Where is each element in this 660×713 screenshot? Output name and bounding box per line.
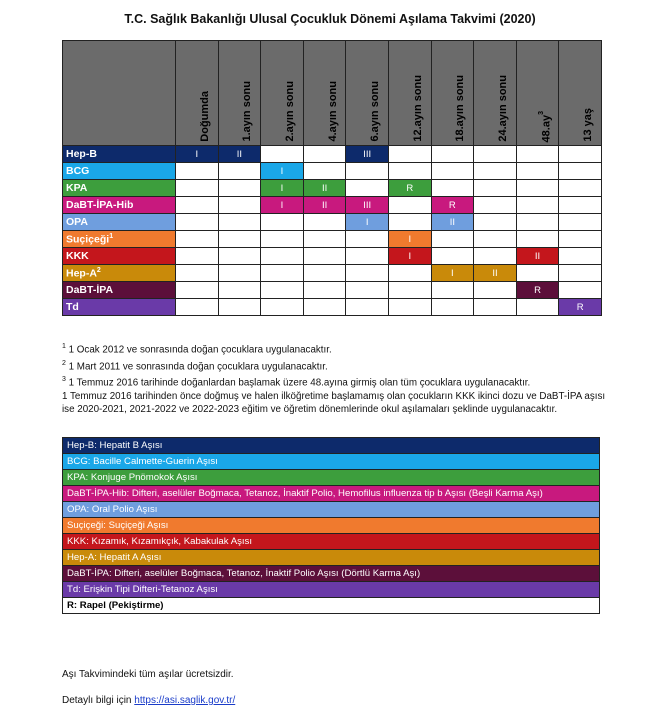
empty-cell: [474, 180, 517, 197]
vaccine-row: [63, 248, 602, 265]
legend-entry: KPA: Konjuge Pnömokok Aşısı: [63, 470, 600, 486]
dose-cell: III: [346, 146, 389, 163]
empty-cell: [388, 163, 431, 180]
dose-cell: I: [261, 163, 304, 180]
legend-row: [63, 486, 600, 502]
legend-entry: R: Rapel (Pekiştirme): [63, 598, 600, 614]
empty-cell: [346, 248, 389, 265]
vaccine-name: [63, 282, 176, 299]
age-label: $48.ay^3$: [538, 110, 553, 142]
dose-cell: R: [431, 197, 474, 214]
dose-cell: I: [388, 231, 431, 248]
empty-cell: [346, 180, 389, 197]
legend-entry: Hep-A: Hepatit A Aşısı: [63, 550, 600, 566]
footnote: [62, 373, 612, 390]
age-column-header: [218, 41, 261, 146]
legend-row: [63, 550, 600, 566]
empty-cell: [474, 214, 517, 231]
legend-entry: DaBT-İPA: Difteri, aselüler Boğmaca, Tetanoz, İnaktif Polio Aşısı (Dörtlü Karma Aşı): [63, 566, 600, 582]
empty-cell: [474, 197, 517, 214]
empty-cell: [559, 180, 602, 197]
dose-cell: R: [388, 180, 431, 197]
info-link[interactable]: https://asi.saglik.gov.tr/: [134, 695, 236, 706]
empty-cell: [176, 197, 219, 214]
empty-cell: [218, 299, 261, 316]
empty-cell: [559, 248, 602, 265]
vaccine-name-text: Hep-A: [66, 267, 97, 280]
empty-cell: [303, 231, 346, 248]
empty-cell: [559, 265, 602, 282]
dose-cell: II: [303, 180, 346, 197]
empty-cell: [516, 299, 559, 316]
empty-cell: [474, 248, 517, 265]
legend-entry: BCG: Bacille Calmette-Guerin Aşısı: [63, 454, 600, 470]
legend-entry: Suçiçeği: Suçiçeği Aşısı: [63, 518, 600, 534]
age-label: 1.ayın sonu: [241, 81, 254, 142]
age-label: 24.ayın sonu: [496, 75, 509, 142]
more-info-label: Detaylı bilgi için: [62, 695, 135, 706]
more-info-line: [62, 695, 235, 706]
empty-cell: [559, 163, 602, 180]
dose-cell: I: [431, 265, 474, 282]
empty-cell: [346, 299, 389, 316]
vaccine-row: [63, 197, 602, 214]
dose-cell: I: [261, 180, 304, 197]
empty-cell: [346, 163, 389, 180]
empty-cell: [218, 214, 261, 231]
empty-cell: [474, 282, 517, 299]
empty-cell: [516, 163, 559, 180]
empty-cell: [559, 282, 602, 299]
legend-row: [63, 566, 600, 582]
age-label: 6.ayın sonu: [369, 81, 382, 142]
legend-entry: Td: Erişkin Tipi Difteri-Tetanoz Aşısı: [63, 582, 600, 598]
vaccine-footnote-marker: 2: [96, 266, 101, 274]
footnote-marker: 3: [62, 376, 66, 384]
empty-cell: [303, 248, 346, 265]
legend-row: [63, 470, 600, 486]
legend-entry: OPA: Oral Polio Aşısı: [63, 502, 600, 518]
abbreviation-legend: [62, 437, 600, 614]
vaccine-name: [63, 231, 176, 248]
dose-cell: II: [474, 265, 517, 282]
dose-cell: II: [516, 248, 559, 265]
empty-cell: [388, 282, 431, 299]
empty-cell: [516, 214, 559, 231]
empty-cell: [261, 248, 304, 265]
empty-cell: [176, 265, 219, 282]
age-column-header: [559, 41, 602, 146]
empty-cell: [431, 163, 474, 180]
empty-cell: [176, 248, 219, 265]
header-corner: [63, 41, 176, 146]
footnote: [62, 340, 612, 357]
empty-cell: [218, 163, 261, 180]
empty-cell: [176, 163, 219, 180]
vaccine-row: [63, 282, 602, 299]
vaccine-name: [63, 248, 176, 265]
footnote-text: 1 Mart 2011 ve sonrasında doğan çocuklara uygulanacaktır.: [65, 360, 328, 372]
dose-cell: R: [559, 299, 602, 316]
legend-row: [63, 598, 600, 614]
empty-cell: [261, 214, 304, 231]
empty-cell: [303, 265, 346, 282]
dose-cell: II: [431, 214, 474, 231]
vaccine-name-text: KKK: [66, 250, 89, 262]
age-column-header: [303, 41, 346, 146]
age-label: 2.ayın sonu: [283, 81, 296, 142]
vaccine-row: [63, 180, 602, 197]
empty-cell: [388, 214, 431, 231]
vaccine-name-text: KPA: [66, 182, 88, 194]
empty-cell: [431, 146, 474, 163]
empty-cell: [431, 299, 474, 316]
vaccine-row: [63, 265, 602, 282]
empty-cell: [388, 265, 431, 282]
dose-cell: III: [346, 197, 389, 214]
empty-cell: [218, 265, 261, 282]
dose-cell: I: [261, 197, 304, 214]
vaccine-name-text: DaBT-İPA-Hib: [66, 199, 134, 211]
empty-cell: [516, 180, 559, 197]
empty-cell: [346, 282, 389, 299]
age-header-row: [63, 41, 602, 146]
empty-cell: [218, 248, 261, 265]
vaccine-name-text: DaBT-İPA: [66, 284, 114, 296]
empty-cell: [346, 265, 389, 282]
empty-cell: [261, 231, 304, 248]
dose-cell: II: [218, 146, 261, 163]
vaccine-name: [63, 180, 176, 197]
empty-cell: [176, 214, 219, 231]
empty-cell: [218, 231, 261, 248]
vaccine-row: [63, 214, 602, 231]
dose-cell: R: [516, 282, 559, 299]
empty-cell: [303, 214, 346, 231]
dose-cell: I: [346, 214, 389, 231]
empty-cell: [303, 163, 346, 180]
footnote: [62, 390, 612, 417]
empty-cell: [431, 180, 474, 197]
vaccine-name: [63, 299, 176, 316]
empty-cell: [516, 146, 559, 163]
empty-cell: [303, 282, 346, 299]
legend-row: [63, 518, 600, 534]
empty-cell: [559, 231, 602, 248]
age-footnote-marker: 3: [538, 110, 546, 115]
footnote-text: 1 Temmuz 2016 tarihinden önce doğmuş ve halen ilköğretime başlamamış olan çocukların KKK ikinci dozu ve DaBT-İPA aşısı ise 2020-2021, 2021-2022 ve 2022-2023 eğitim ve öğretim dönemlerinde okul aşılamaları şeklinde uygulanacaktır.: [62, 390, 606, 415]
footnote-text: 1 Temmuz 2016 tarihinde doğanlardan başlamak üzere 48.ayına girmiş olan tüm çocuklara uygulanacaktır.: [65, 377, 531, 389]
legend-row: [63, 454, 600, 470]
empty-cell: [474, 231, 517, 248]
empty-cell: [474, 163, 517, 180]
vaccine-name-text: Td: [66, 301, 79, 313]
empty-cell: [559, 214, 602, 231]
vaccine-row: [63, 163, 602, 180]
age-label: Doğumda: [198, 91, 211, 142]
age-label: 18.ayın sonu: [454, 75, 467, 142]
vaccine-name: [63, 197, 176, 214]
legend-row: [63, 438, 600, 454]
vaccine-row: [63, 231, 602, 248]
empty-cell: [431, 282, 474, 299]
empty-cell: [261, 282, 304, 299]
page-title: T.C. Sağlık Bakanlığı Ulusal Çocukluk Dönemi Aşılama Takvimi (2020): [124, 12, 536, 26]
empty-cell: [176, 299, 219, 316]
free-vaccines-note: Aşı Takvimindeki tüm aşılar ücretsizdir.: [62, 669, 234, 680]
footnote-marker: 1: [62, 343, 66, 350]
age-column-header: [346, 41, 389, 146]
empty-cell: [346, 231, 389, 248]
empty-cell: [474, 146, 517, 163]
footnote: [62, 357, 612, 374]
dose-cell: I: [176, 146, 219, 163]
empty-cell: [261, 299, 304, 316]
empty-cell: [388, 146, 431, 163]
dose-cell: I: [388, 248, 431, 265]
empty-cell: [559, 197, 602, 214]
empty-cell: [388, 299, 431, 316]
empty-cell: [559, 146, 602, 163]
empty-cell: [218, 180, 261, 197]
vaccine-name: [63, 146, 176, 163]
empty-cell: [218, 282, 261, 299]
empty-cell: [176, 231, 219, 248]
empty-cell: [261, 265, 304, 282]
empty-cell: [516, 265, 559, 282]
empty-cell: [516, 197, 559, 214]
dose-cell: II: [303, 197, 346, 214]
legend-entry: DaBT-İPA-Hib: Difteri, aselüler Boğmaca, Tetanoz, İnaktif Polio, Hemofilus influenza tip b Aşısı (Beşli Karma Aşı): [63, 486, 600, 502]
empty-cell: [261, 146, 304, 163]
empty-cell: [431, 231, 474, 248]
vaccine-name-text: BCG: [66, 165, 90, 177]
empty-cell: [176, 180, 219, 197]
age-column-header: [176, 41, 219, 146]
empty-cell: [516, 231, 559, 248]
empty-cell: [303, 299, 346, 316]
vaccine-footnote-marker: 1: [109, 232, 114, 240]
vaccine-name-text: Suçiçeği: [66, 233, 110, 246]
age-column-header: [388, 41, 431, 146]
vaccine-name-text: Hep-B: [66, 148, 97, 160]
footnote-marker: 2: [62, 359, 66, 367]
empty-cell: [474, 299, 517, 316]
age-label: 4.ayın sonu: [326, 81, 339, 142]
vaccine-name: [63, 163, 176, 180]
age-column-header: [474, 41, 517, 146]
vaccine-name: [63, 265, 176, 282]
legend-row: [63, 582, 600, 598]
vaccine-row: [63, 299, 602, 316]
vaccine-row: [63, 146, 602, 163]
age-label: 12.ayın sonu: [411, 75, 424, 142]
age-column-header: [516, 41, 559, 146]
empty-cell: [303, 146, 346, 163]
legend-entry: KKK: Kızamık, Kızamıkçık, Kabakulak Aşısı: [63, 534, 600, 550]
vaccine-name: [63, 214, 176, 231]
empty-cell: [431, 248, 474, 265]
vaccination-schedule-table: [62, 40, 602, 316]
footnote-text: 1 Ocak 2012 ve sonrasında doğan çocuklara uygulanacaktır.: [65, 344, 332, 356]
footnotes: [62, 340, 612, 416]
vaccine-name-text: OPA: [66, 216, 88, 228]
empty-cell: [218, 197, 261, 214]
legend-entry: Hep-B: Hepatit B Aşısı: [63, 438, 600, 454]
age-column-header: [261, 41, 304, 146]
age-label: 13 yaş: [582, 108, 595, 142]
legend-row: [63, 502, 600, 518]
empty-cell: [176, 282, 219, 299]
empty-cell: [388, 197, 431, 214]
age-column-header: [431, 41, 474, 146]
legend-row: [63, 534, 600, 550]
